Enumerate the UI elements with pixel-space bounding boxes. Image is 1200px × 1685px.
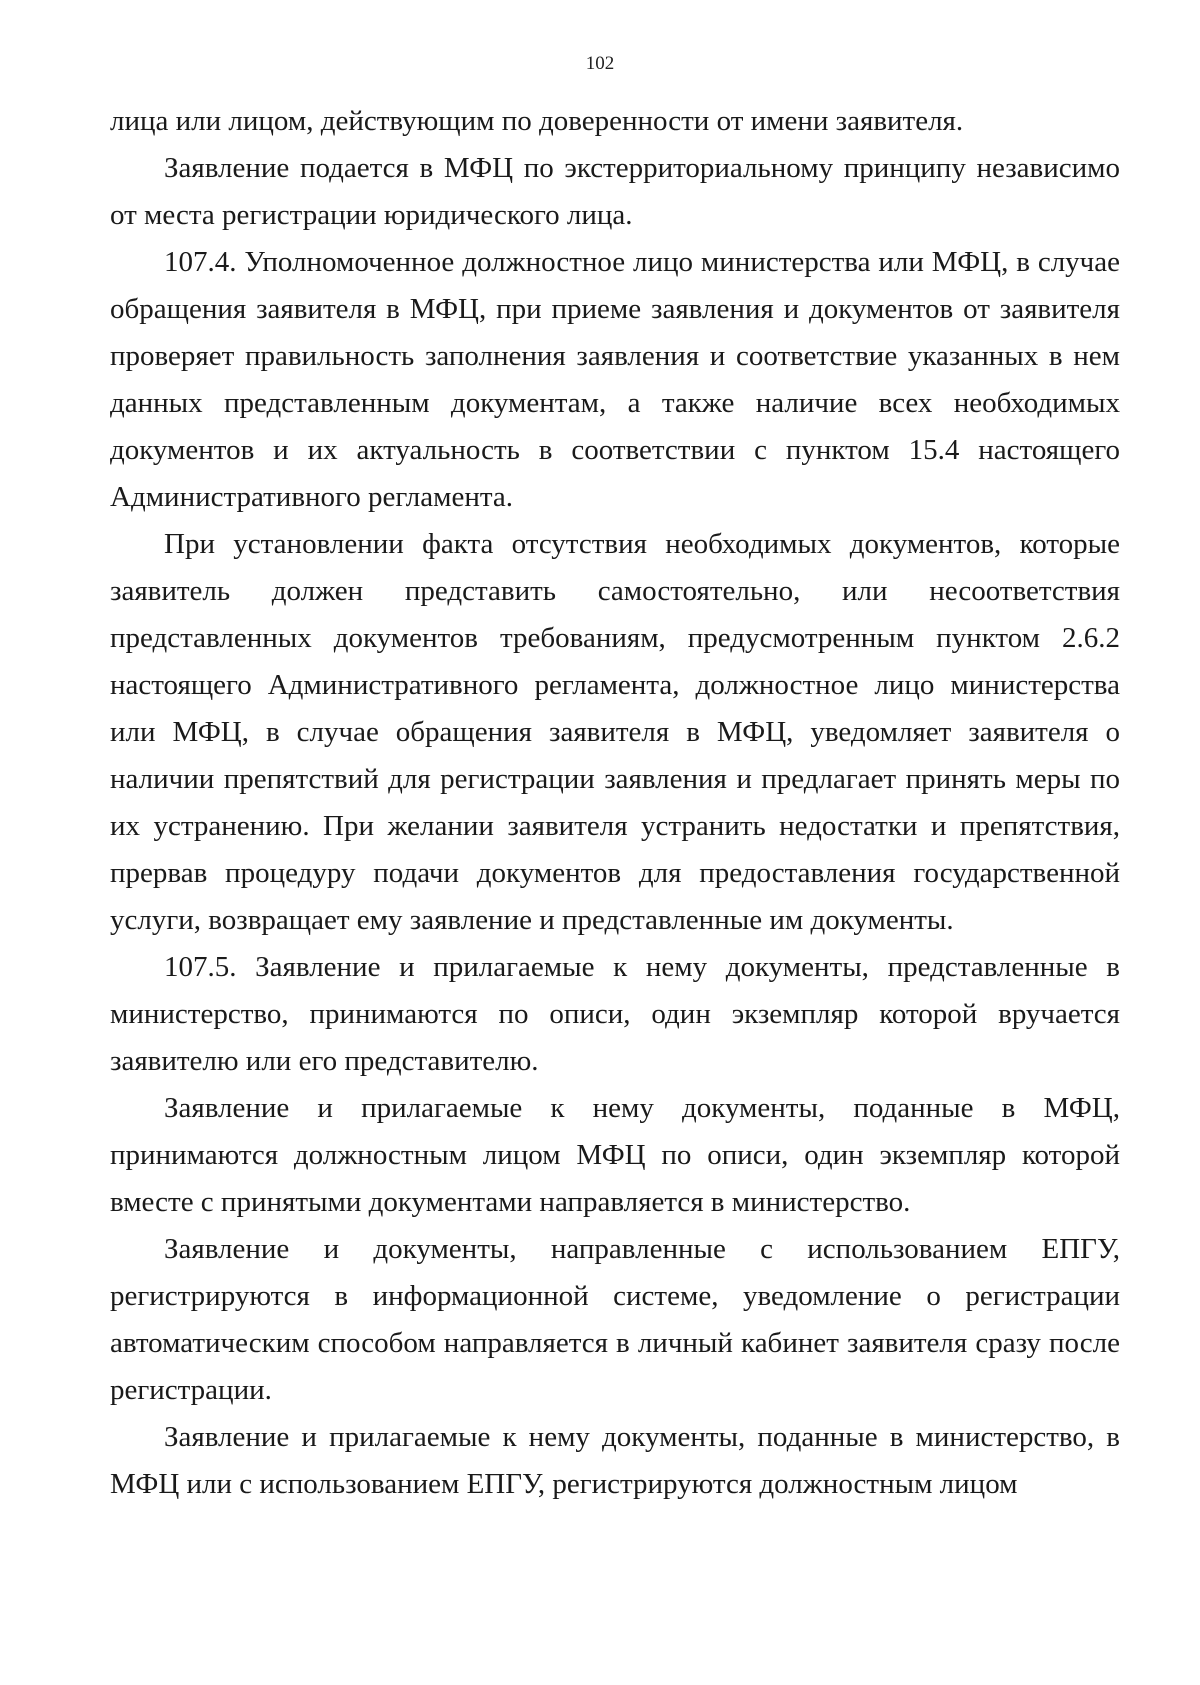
paragraph-107-5: 107.5. Заявление и прилагаемые к нему документы, представленные в министерство, принимаются по описи, один экземпляр которой вручается заявителю или его представителю. — [110, 951, 1120, 1077]
paragraph-mfc-submission: Заявление и прилагаемые к нему документы, поданные в МФЦ, принимаются должностным лицом МФЦ по описи, один экземпляр которой вместе с принятыми документами направляется в министерство. — [110, 1092, 1120, 1218]
page-number: 102 — [585, 53, 615, 74]
paragraph-continuation: лица или лицом, действующим по доверенности от имени заявителя. — [110, 105, 964, 137]
paragraph-missing-documents: При установлении факта отсутствия необходимых документов, которые заявитель должен представить самостоятельно, или несоответствия представленных документов требованиям, предусмотренным пунктом 2.6.2 настоящего Административного регламента, должностное лицо министерства или МФЦ, в случае обращения заявителя в МФЦ, уведомляет заявителя о наличии препятствий для регистрации заявления и предлагает принять меры по их устранению. При желании заявителя устранить недостатки и препятствия, прервав процедуру подачи документов для предоставления государственной услуги, возвращает ему заявление и представленные им документы. — [110, 528, 1120, 936]
paragraph-epgu-submission: Заявление и документы, направленные с использованием ЕПГУ, регистрируются в информационной системе, уведомление о регистрации автоматическим способом направляется в личный кабинет заявителя сразу после регистрации. — [110, 1233, 1120, 1406]
paragraph-extraterritorial: Заявление подается в МФЦ по экстерриториальному принципу независимо от места регистрации юридического лица. — [110, 152, 1120, 231]
paragraph-107-4: 107.4. Уполномоченное должностное лицо министерства или МФЦ, в случае обращения заявителя в МФЦ, при приеме заявления и документов от заявителя проверяет правильность заполнения заявления и соответствие указанных в нем данных представленным документам, а также наличие всех необходимых документов и их актуальность в соответствии с пунктом 15.4 настоящего Административного регламента. — [110, 246, 1120, 513]
paragraph-registration: Заявление и прилагаемые к нему документы, поданные в министерство, в МФЦ или с использованием ЕПГУ, регистрируются должностным лицом — [110, 1421, 1120, 1500]
document-body — [110, 98, 1120, 1508]
